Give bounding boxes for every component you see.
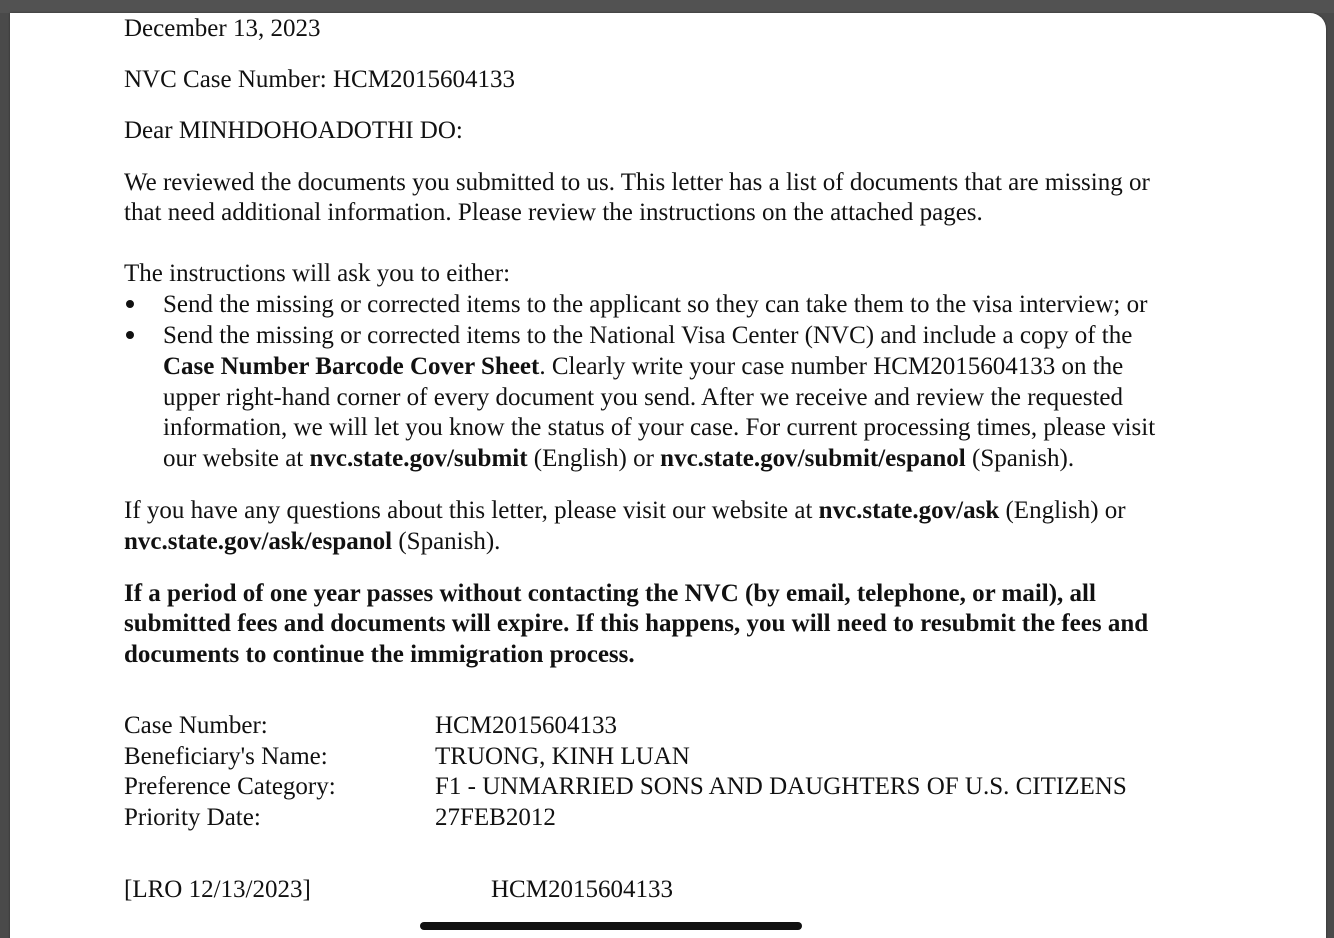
questions-line-1: If you have any questions about this letter, please visit our website at nvc.state.gov/ask (English) or — [124, 497, 1126, 524]
letter-page — [10, 13, 1326, 938]
footer-lro-code: [LRO 12/13/2023] — [124, 876, 311, 903]
warning-line-3: documents to continue the immigration process. — [124, 641, 635, 668]
ask-link[interactable]: nvc.state.gov/ask — [818, 497, 1000, 524]
bullet-item-2-line-3: upper right-hand corner of every document you send. After we receive and review the requested — [163, 384, 1124, 411]
detail-label-case-number: Case Number: — [124, 712, 268, 739]
bullet-item-2-line-4: information, we will let you know the status of your case. For current processing times, please visit — [163, 414, 1156, 441]
bullet-item-2-line-1: Send the missing or corrected items to the National Visa Center (NVC) and include a copy of the — [163, 322, 1133, 349]
bullet-item-2-line-2: Case Number Barcode Cover Sheet. Clearly write your case number HCM2015604133 on the — [163, 353, 1124, 380]
detail-label-priority-date: Priority Date: — [124, 804, 261, 831]
intro-line-1: We reviewed the documents you submitted to us. This letter has a list of documents that are missing or — [124, 169, 1150, 196]
bullet-dot-icon — [126, 331, 134, 339]
questions-line-2: nvc.state.gov/ask/espanol (Spanish). — [124, 528, 501, 555]
detail-value-beneficiary: TRUONG, KINH LUAN — [435, 743, 690, 770]
warning-line-1: If a period of one year passes without contacting the NVC (by email, telephone, or mail), all — [124, 580, 1096, 607]
instructions-lead: The instructions will ask you to either: — [124, 260, 511, 287]
bullet-item-1: Send the missing or corrected items to the applicant so they can take them to the visa interview; or — [163, 291, 1148, 318]
barcode-cover-sheet-label: Case Number Barcode Cover Sheet — [163, 353, 540, 380]
detail-label-preference: Preference Category: — [124, 773, 336, 800]
viewer-top-bar — [0, 0, 1334, 13]
nvc-case-number-line: NVC Case Number: HCM2015604133 — [124, 66, 515, 93]
intro-line-2: that need additional information. Please review the instructions on the attached pages. — [124, 199, 983, 226]
bullet-item-2-line-5: our website at nvc.state.gov/submit (English) or nvc.state.gov/submit/espanol (Spanish). — [163, 445, 1075, 472]
detail-value-case-number: HCM2015604133 — [435, 712, 617, 739]
detail-label-beneficiary: Beneficiary's Name: — [124, 743, 328, 770]
letter-date: December 13, 2023 — [124, 15, 321, 42]
ask-espanol-link[interactable]: nvc.state.gov/ask/espanol — [124, 528, 393, 555]
detail-value-preference: F1 - UNMARRIED SONS AND DAUGHTERS OF U.S. CITIZENS — [435, 773, 1127, 800]
salutation: Dear MINHDOHOADOTHI DO: — [124, 117, 463, 144]
home-indicator-bar[interactable] — [420, 922, 802, 930]
detail-value-priority-date: 27FEB2012 — [435, 804, 556, 831]
footer-case-number: HCM2015604133 — [491, 876, 673, 903]
warning-line-2: submitted fees and documents will expire. If this happens, you will need to resubmit the fees and — [124, 610, 1149, 637]
bullet-dot-icon — [126, 300, 134, 308]
submit-link[interactable]: nvc.state.gov/submit — [309, 445, 528, 472]
submit-espanol-link[interactable]: nvc.state.gov/submit/espanol — [660, 445, 966, 472]
